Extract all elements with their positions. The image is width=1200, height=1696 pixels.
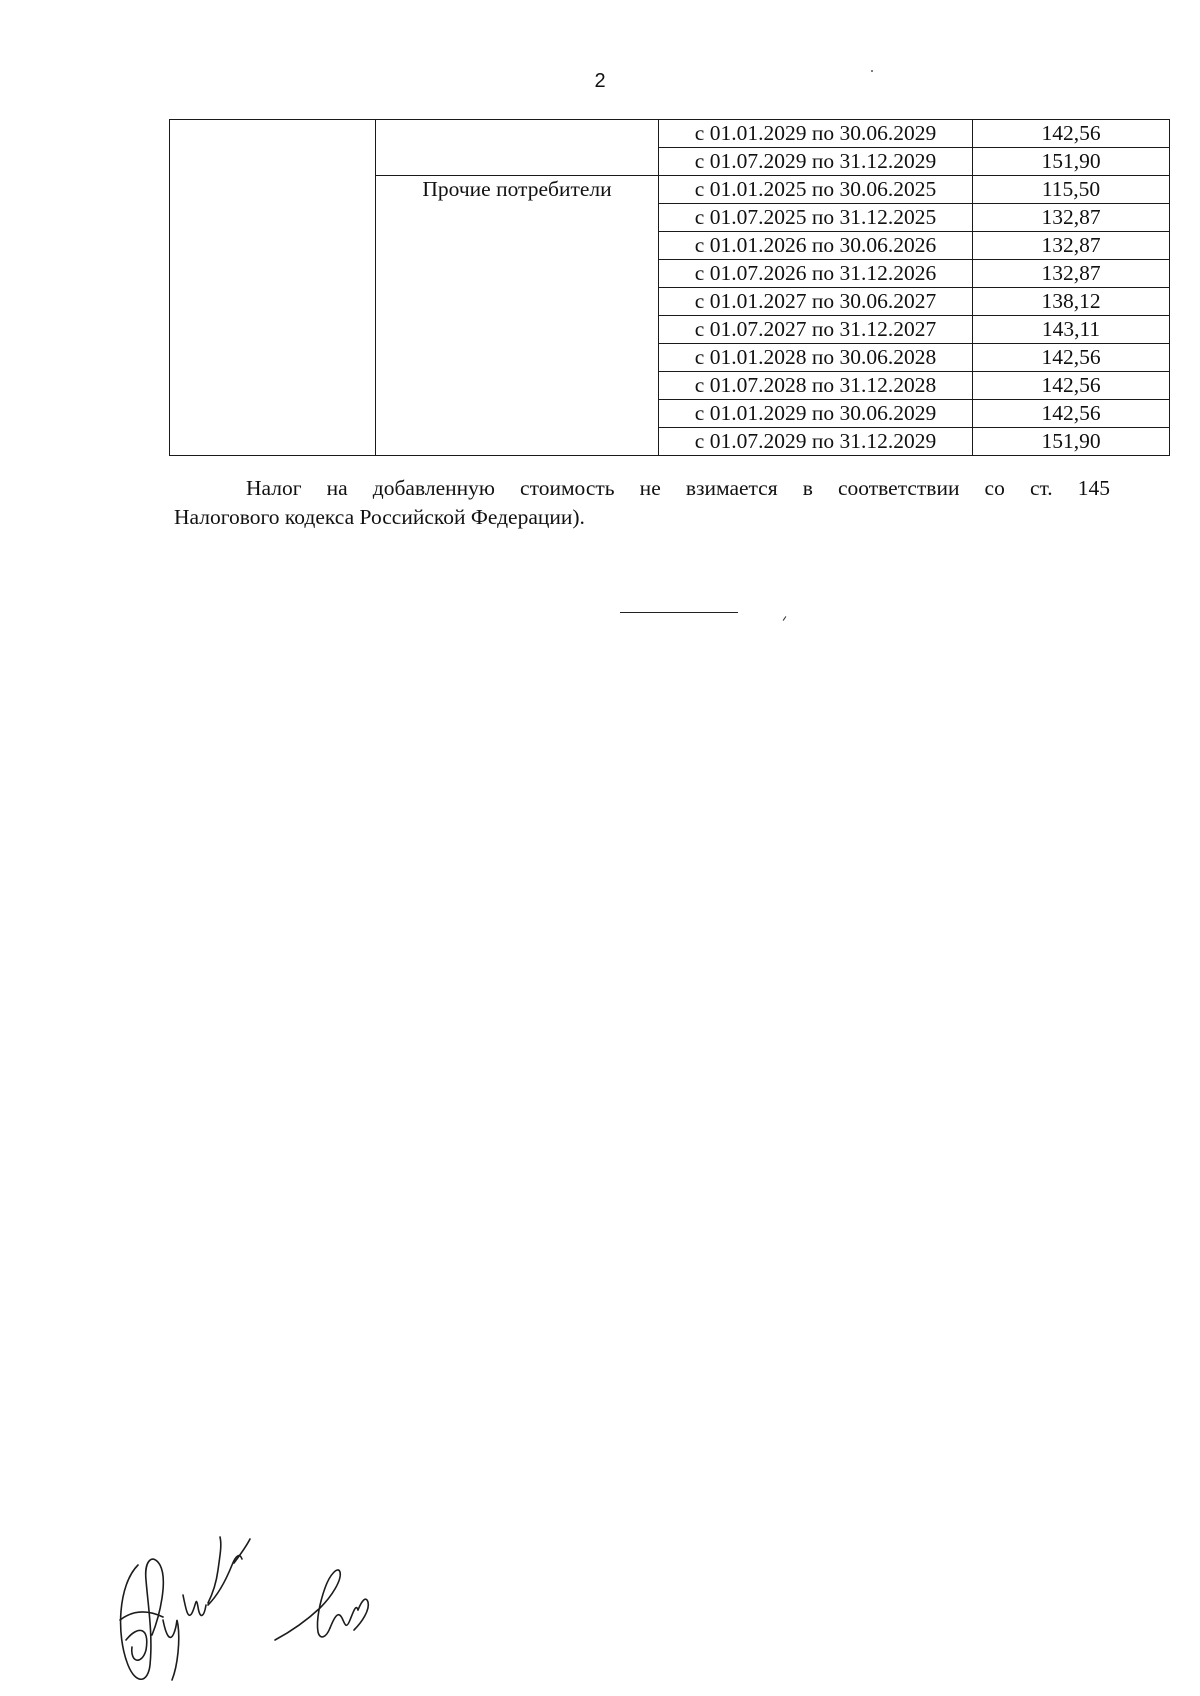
period-cell: с 01.07.2029 по 31.12.2029 — [659, 148, 973, 176]
period-cell: с 01.01.2025 по 30.06.2025 — [659, 176, 973, 204]
scan-mark — [783, 616, 787, 621]
tariff-value-cell: 151,90 — [973, 428, 1170, 456]
consumer-group-cell — [376, 120, 659, 176]
period-cell: с 01.01.2026 по 30.06.2026 — [659, 232, 973, 260]
period-cell: с 01.01.2029 по 30.06.2029 — [659, 400, 973, 428]
period-cell: с 01.07.2028 по 31.12.2028 — [659, 372, 973, 400]
tariff-value-cell: 115,50 — [973, 176, 1170, 204]
vat-note-line: Налогового кодекса Российской Федерации). — [174, 505, 585, 529]
period-cell: с 01.01.2029 по 30.06.2029 — [659, 120, 973, 148]
vat-note — [174, 474, 1110, 532]
tariff-value-cell: 142,56 — [973, 120, 1170, 148]
period-cell: с 01.07.2027 по 31.12.2027 — [659, 316, 973, 344]
tariff-value-cell: 151,90 — [973, 148, 1170, 176]
tariff-value-cell: 142,56 — [973, 344, 1170, 372]
vat-note-line: Налог на добавленную стоимость не взимается в соответствии со ст. 145 — [246, 476, 1110, 500]
tariff-value-cell: 143,11 — [973, 316, 1170, 344]
period-cell: с 01.01.2027 по 30.06.2027 — [659, 288, 973, 316]
tariff-table — [169, 119, 1170, 456]
page-number: 2 — [594, 70, 606, 92]
table-row — [170, 120, 1170, 148]
tariff-value-cell: 138,12 — [973, 288, 1170, 316]
tariff-value-cell: 142,56 — [973, 400, 1170, 428]
tariff-value-cell: 132,87 — [973, 204, 1170, 232]
scan-speck — [871, 70, 873, 72]
period-cell: с 01.01.2028 по 30.06.2028 — [659, 344, 973, 372]
tariff-value-cell: 132,87 — [973, 260, 1170, 288]
tariff-value-cell: 142,56 — [973, 372, 1170, 400]
tariff-value-cell: 132,87 — [973, 232, 1170, 260]
region-cell — [170, 120, 376, 456]
period-cell: с 01.07.2029 по 31.12.2029 — [659, 428, 973, 456]
period-cell: с 01.07.2025 по 31.12.2025 — [659, 204, 973, 232]
end-of-document-line — [620, 612, 738, 613]
signature-icon — [108, 1525, 258, 1690]
period-cell: с 01.07.2026 по 31.12.2026 — [659, 260, 973, 288]
consumer-group-cell: Прочие потребители — [376, 176, 659, 456]
initials-signature-icon — [270, 1560, 380, 1655]
